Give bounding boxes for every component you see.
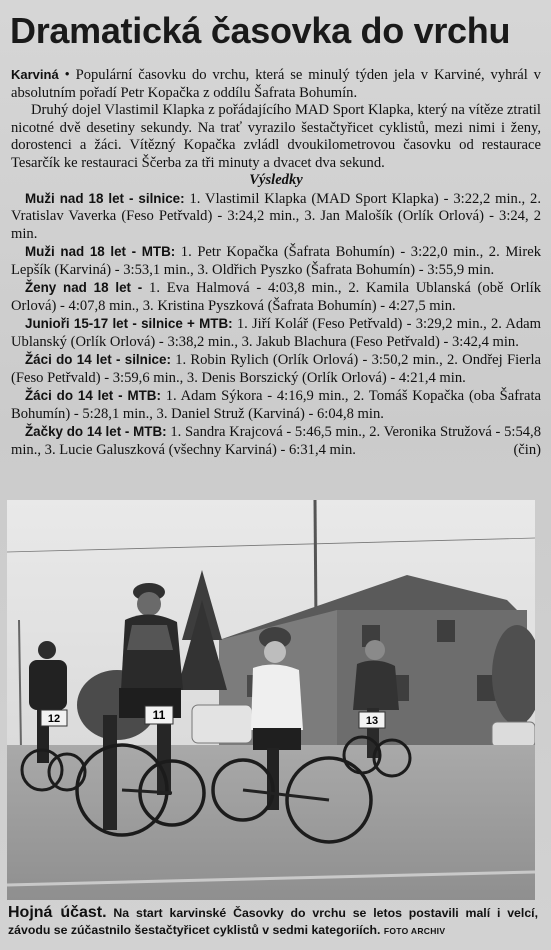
result-category-text: 1. Sandra Krajcová - 5:46,5 min., 2. Veronika Stružová - 5:54,8 min., 3. Lucie Galuszková (všechny Karviná) - 6:31,4 min. (11, 424, 541, 458)
result-category (11, 190, 541, 244)
article-body (11, 66, 541, 459)
results-heading: Výsledky (249, 172, 303, 188)
lead-paragraph (11, 66, 541, 102)
race-photo (7, 500, 535, 900)
result-category-text: 1. Jiří Kolář (Feso Petřvald) - 3:29,2 min., 2. Adam Ublanský (Orlík Orlová) - 3:38,2 min., 3. Jakub Blachura (Feso Petřvald) - 3:42,4 min. (11, 316, 542, 350)
result-category-text: 1. Vlastimil Klapka (MAD Sport Klapka) - 3:22,2 min., 2. Vratislav Vaverka (Feso Petřvald) - 3:24,2 min., 3. Jan Malošík (Orlík Orlová) - 3:24, 2 min. (11, 190, 541, 242)
result-category-text: 1. Adam Sýkora - 4:16,9 min., 2. Tomáš Kopačka (oba Šafrata Bohumín) - 5:28,1 min., 3. Daniel Struž (Karviná) - 6:04,8 min. (11, 388, 541, 422)
photo-credit: FOTO ARCHIV (383, 926, 446, 936)
result-category-text: 1. Eva Halmová - 4:03,8 min., 2. Kamila Ublanská (obě Orlík Orlová) - 4:07,8 min., 3. Kristina Pyszková (Šafrata Bohumín) - 4:27,5 min. (11, 280, 542, 314)
bib-12: 12 (47, 713, 61, 725)
result-category (11, 351, 541, 387)
result-category-label: Žáci do 14 let - silnice: (25, 352, 171, 367)
bib-13: 13 (365, 715, 379, 727)
result-category-label: Muži nad 18 let - MTB: (25, 244, 176, 259)
result-category-label: Žačky do 14 let - MTB: (25, 424, 167, 439)
result-category-label: Muži nad 18 let - silnice: (25, 190, 185, 206)
result-category-label: Junioři 15-17 let - silnice + MTB: (25, 316, 233, 331)
bib-11: 11 (152, 708, 166, 722)
result-category-text: 1. Petr Kopačka (Šafrata Bohumín) - 3:22,0 min., 2. Mirek Lepšík (Karviná) - 3:53,1 min., 3. Oldřich Pyszko (Šafrata Bohumín) - 3:55,9 min. (11, 244, 541, 278)
caption-text: Na start karvinské Časovky do vrchu se letos postavili malí i velcí, závodu se zúčastnilo šestačtyřicet cyklistů v sedmi kategoriích. (8, 906, 538, 937)
dateline-bullet: • (64, 67, 70, 83)
parked-car (192, 705, 252, 743)
cyclists-photo-illustration (7, 500, 535, 900)
result-category-label: Žáci do 14 let - MTB: (25, 388, 161, 403)
photo-caption (8, 904, 538, 940)
result-category (11, 315, 541, 351)
result-category-label: Ženy nad 18 let - (25, 280, 143, 295)
result-category (11, 243, 541, 279)
author-signature: (čin) (513, 441, 541, 458)
result-category-text: 1. Robin Rylich (Orlík Orlová) - 3:50,2 min., 2. Ondřej Fierla (Feso Petřvald) - 3:59,6 min., 3. Denis Borszický (Orlík Orlová) - 4:21,4 min. (11, 352, 542, 386)
parked-car-2 (492, 722, 535, 747)
headline: Dramatická časovka do vrchu (10, 10, 511, 51)
result-category (11, 279, 541, 315)
results-list (11, 190, 541, 460)
caption-title: Hojná účast. (8, 904, 107, 921)
result-category (11, 387, 541, 423)
paragraph-2: Druhý dojel Vlastimil Klapka z pořádajícího MAD Sport Klapka, který na vítěze ztratil nicotné dvě desetiny sekundy. Na trať vyrazilo šestačtyřicet cyklistů, mezi nimi i ženy, dorostenci a žáci. Vítězný Kopačka zvládl dvoukilometrovou časovku od restaurace Tesarčík ke restauraci Ščerba za tři minuty a dvacet dva sekund. (11, 102, 541, 171)
paragraph-1: Populární časovku do vrchu, která se minulý týden jela v Karviné, vyhrál v absolutním pořadí Petr Kopačka z oddílu Šafrata Bohumín. (11, 67, 541, 101)
dateline-place: Karviná (11, 67, 59, 82)
